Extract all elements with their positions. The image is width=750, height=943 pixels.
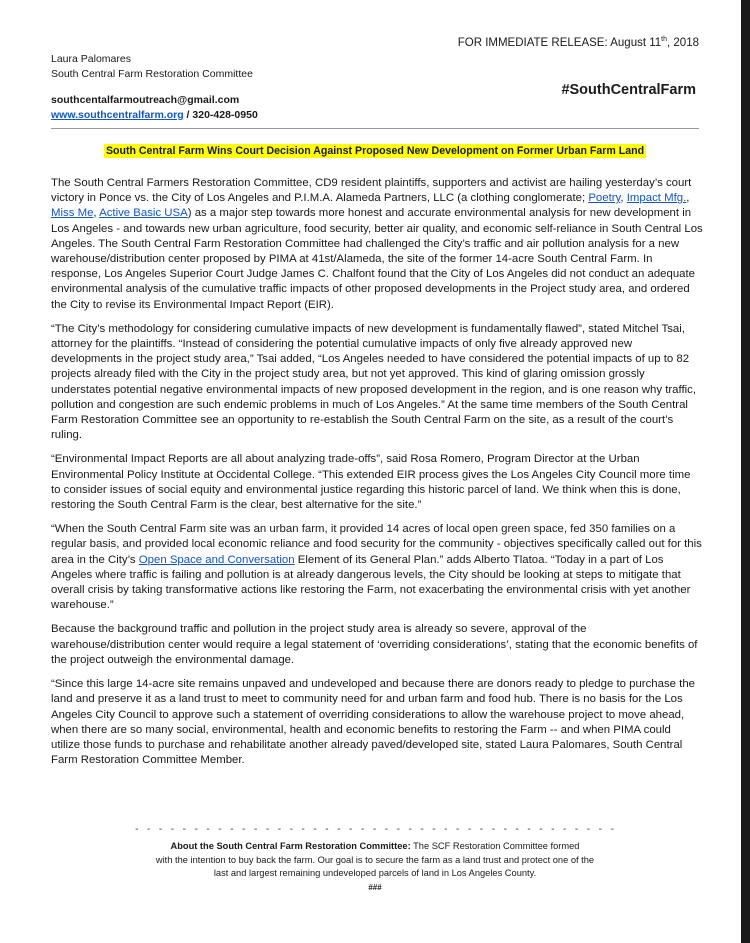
article-body (51, 176, 703, 777)
about-section: About the South Central Farm Restoration Committee: The SCF Restoration Committee formed with the intention to buy back the farm. Our goal is to secure the farm as a land trust and protect one of the last and largest remaining undeveloped parcels of land in Los Angeles County. ### (0, 840, 750, 894)
end-mark: ### (368, 882, 382, 892)
paragraph-3: “Environmental Impact Reports are all about analyzing trade-offs”, said Rosa Romero, Program Director at the Urban Environmental Policy Institute at Occidental College. “This extended EIR process gives the Los Angeles City Council more time to consider issues of social equity and environmental justice regarding this historic parcel of land. We think when this is done, restoring the South Central Farm is the clear, best alternative for the site.” (51, 453, 691, 512)
paragraph-4: “When the South Central Farm site was an urban farm, it provided 14 acres of local open green space, fed 350 families on a regular basis, and provided local economic reliance and food security for the community - objectives specifically called out for this area in the City’s Open Space and Conversation Element of its General Plan.” adds Alberto Tlatoa. “Today in a part of Los Angeles where traffic is failing and pollution is at already dangerous levels, the City should be looking at steps to mitigate that overall crisis by taking transformative actions like restoring the Farm, not exacerbating the environmental crisis with yet another warehouse.” (51, 523, 702, 612)
about-title: About the South Central Farm Restoration Committee: (170, 841, 411, 851)
website-link[interactable]: www.southcentralfarm.org (51, 109, 184, 121)
paragraph-6: “Since this large 14-acre site remains unpaved and undeveloped and because there are donors ready to pledge to purchase the land and preserve it as a land trust to meet to community need for and urban farm and food hub. There is no basis for the Los Angeles City Council to approve such a statement of overriding considerations to allow the warehouse project to move ahead, when there are so many social, environmental, health and economic benefits to restoring the Farm -- and when PIMA could utilize those funds to purchase and rehabilitate another already paved/developed site, stated Laura Palomares, South Central Farm Restoration Committee Member. (51, 678, 695, 767)
link-open-space[interactable]: Open Space and Conversation (138, 553, 295, 566)
contact-org: South Central Farm Restoration Committee (51, 68, 253, 80)
hashtag: #SouthCentralFarm (561, 82, 696, 98)
link-active-basic-usa[interactable]: Active Basic USA (99, 207, 188, 220)
link-poetry[interactable]: Poetry (588, 192, 621, 205)
contact-name: Laura Palomares (51, 53, 131, 65)
contact-phone: / 320-428-0950 (183, 109, 258, 121)
header-divider (51, 128, 699, 129)
paragraph-1: The South Central Farmers Restoration Committee, CD9 resident plaintiffs, supporters and activist are hailing yesterday’s court victory in Ponce vs. the City of Los Angeles and P.I.M.A. Alameda Partners, LLC (a clothing conglomerate; Poetry, Impact Mfg., Miss Me, Active Basic USA) as a major step towards more honest and accurate environmental analysis for new development in Los Angeles - and towards new urban agriculture, food security, better air quality, and economic self-reliance in South Central Los Angeles. The South Central Farm Restoration Committee had challenged the City’s traffic and air pollution analysis for a new warehouse/distribution center proposed by PIMA at 41st/Alameda, the site of the former 14-acre South Central Farm. In response, Los Angeles Superior Court Judge James C. Chalfont found that the City of Los Angeles did not conduct an adequate environmental analysis of the cumulative traffic impacts of other proposed developments in the Project study area, and ordered the City to revise its Environmental Impact Report (EIR). (51, 177, 703, 311)
link-impact-mfg[interactable]: Impact Mfg. (626, 192, 687, 205)
paragraph-5: Because the background traffic and pollution in the project study area is already so severe, approval of the warehouse/distribution center would require a legal statement of ‘overriding considerations’, stating that the economic benefits of the project outweigh the environmental damage. (51, 623, 698, 666)
paragraph-2: “The City’s methodology for considering cumulative impacts of new development is fundamentally flawed”, stated Mitchel Tsai, attorney for the plaintiffs. “Instead of considering the potential cumulative impacts of only five already approved new developments in the project study area,” Tsai added, “Los Angeles needed to have considered the potential impacts of up to 82 projects already filed with the City in the project study area, but not yet approved. This kind of glaring omission grossly understates potential negative environmental impacts of new proposed development in the region, and is one reason why traffic, pollution and congestion are such endemic problems in much of Los Angeles.” At the same time members of the South Central Farm Restoration Committee see an opportunity to re-establish the South Central Farm on the site, as a result of the court’s ruling. (51, 322, 697, 442)
contact-block (51, 52, 258, 123)
contact-email[interactable]: southcentalfarmoutreach@gmail.com (51, 94, 240, 106)
release-date: FOR IMMEDIATE RELEASE: August 11th, 2018 (457, 36, 699, 49)
link-miss-me[interactable]: Miss Me (51, 207, 94, 220)
headline: South Central Farm Wins Court Decision Against Proposed New Development on Former Urban Farm Land (105, 145, 645, 157)
dashed-divider: - - - - - - - - - - - - - - - - - - - - - - - - - - - - - - - - - - - - - - - - - (135, 824, 615, 835)
